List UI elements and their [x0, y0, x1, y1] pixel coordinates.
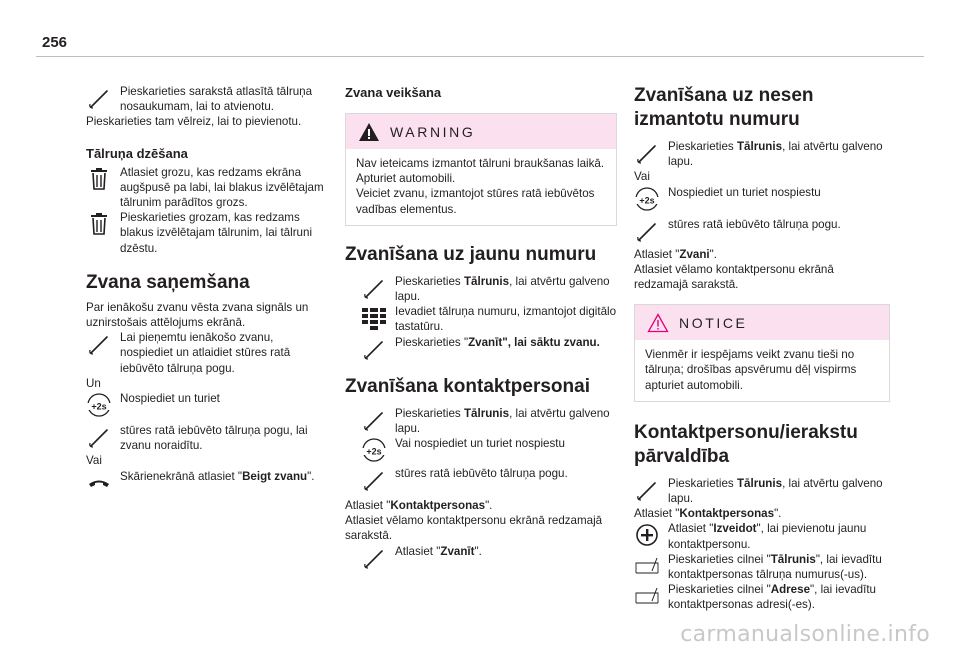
contact-heading: Zvanīšana kontaktpersonai: [345, 375, 590, 397]
step-recent-1: Pieskarieties Tālrunis, lai atvērtu galveno lapu.: [634, 139, 890, 169]
step-text: Pieskarieties sarakstā atlasītā tālruņa nosaukumam, lai to atvienotu.: [120, 85, 313, 114]
hold-2s-icon: [86, 392, 112, 418]
step-recent-2: [634, 185, 890, 215]
input-field-icon: [634, 553, 660, 579]
warning-title: WARNING: [390, 123, 476, 140]
column-1: [86, 84, 324, 484]
trash-icon: [86, 211, 112, 237]
or-label: Un: [86, 376, 101, 390]
step-delete-1: [86, 165, 324, 211]
touch-icon: [361, 407, 387, 433]
step-reconnect: Pieskarieties tam vēlreiz, lai to pievienotu.: [86, 115, 302, 129]
or-label: Vai: [634, 170, 650, 184]
notice-header: [635, 305, 889, 340]
column-3: [634, 84, 890, 613]
step-receive-4: Skārienekrānā atlasiet "Beigt zvanu".: [86, 469, 324, 484]
trash-icon: [86, 166, 112, 192]
step-manage-4: Pieskarieties cilnei "Tālrunis", lai ievadītu kontaktpersonas tālruņa numurus(-us).: [634, 552, 890, 582]
manage-select: Atlasiet "Kontaktpersonas".: [634, 507, 782, 521]
warning-body: Nav ieteicams izmantot tālruni braukšanas laikā. Apturiet automobili. Veiciet zvanu, izmantojot stūres ratā iebūvētos vadības elementus.: [356, 157, 605, 216]
step-text: stūres ratā iebūvēto tālruņa pogu.: [395, 467, 568, 481]
step-new-2: [345, 304, 617, 334]
step-text: Vai nospiediet un turiet nospiestu: [395, 437, 565, 451]
warning-header: [346, 114, 616, 149]
step-text: stūres ratā iebūvēto tālruņa pogu, lai zvanu noraidītu.: [120, 424, 308, 453]
step-contact-2: [345, 436, 617, 466]
touch-icon: [86, 85, 112, 111]
step-new-3: Pieskarieties "Zvanīt", lai sāktu zvanu.: [345, 335, 617, 365]
contact-choose: Atlasiet vēlamo kontaktpersonu ekrānā redzamajā sarakstā.: [345, 514, 603, 543]
touch-icon: [361, 275, 387, 301]
touch-icon: [86, 424, 112, 450]
header-rule: [36, 56, 924, 57]
warning-box: [345, 113, 617, 226]
step-contact-3: [345, 466, 617, 496]
step-text: Nospiediet un turiet nospiestu: [668, 185, 821, 199]
hold-2s-icon: [361, 437, 387, 463]
step-receive-1: [86, 330, 324, 376]
touch-icon: [361, 336, 387, 362]
new-number-heading: Zvanīšana uz jaunu numuru: [345, 243, 597, 265]
notice-box: [634, 304, 890, 402]
add-contact-icon: [634, 522, 660, 548]
step-manage-3: Atlasiet "Izveidot", lai pievienotu jaunu kontaktpersonu.: [634, 521, 890, 551]
step-text: stūres ratā iebūvēto tālruņa pogu.: [668, 217, 841, 231]
step-text: Ievadiet tālruņa numuru, izmantojot digitālo tastatūru.: [395, 305, 617, 334]
keypad-icon: [361, 305, 387, 331]
recent-heading: Zvanīšana uz nesen izmantotu numuru: [634, 85, 814, 130]
step-receive-2: [86, 391, 324, 421]
touch-icon: [86, 331, 112, 357]
step-contact-1: Pieskarieties Tālrunis, lai atvērtu galveno lapu.: [345, 406, 617, 436]
touch-icon: [361, 545, 387, 571]
step-text: Atlasiet grozu, kas redzams ekrāna augšpusē pa labi, lai blakus izvēlētajam tālrunim parādītos grozs.: [120, 165, 324, 210]
recent-select: Atlasiet "Zvani".: [634, 247, 717, 261]
step-disconnect: [86, 84, 324, 114]
receive-intro: Par ienākošu zvanu vēsta zvana signāls un uznirstošais attēlojums ekrānā.: [86, 300, 309, 330]
hang-up-icon: [86, 470, 112, 496]
delete-heading: Tālruņa dzēšana: [86, 145, 188, 161]
or-label: Vai: [86, 454, 102, 468]
warning-icon: [358, 122, 380, 142]
step-contact-6: Atlasiet "Zvanīt".: [345, 544, 617, 559]
step-delete-2: [86, 210, 324, 256]
step-manage-5: Pieskarieties cilnei "Adrese", lai ievadītu kontaktpersonas adresi(-es).: [634, 582, 890, 612]
touch-icon: [634, 140, 660, 166]
step-manage-1: Pieskarieties Tālrunis, lai atvērtu galveno lapu.: [634, 476, 890, 506]
manage-heading: Kontaktpersonu/ierakstu pārvaldība: [634, 421, 858, 467]
touch-icon: [634, 477, 660, 503]
contact-select: Atlasiet "Kontaktpersonas".: [345, 499, 493, 513]
notice-title: NOTICE: [679, 314, 748, 331]
step-receive-3: [86, 423, 324, 453]
step-text: Pieskarieties grozam, kas redzams blakus izvēlētajam tālrunim, lai tālruni dzēstu.: [120, 211, 313, 255]
notice-body: Vienmēr ir iespējams veikt zvanu tieši no tālruņa; drošības apsvērumu dēļ vispirms apturiet automobili.: [645, 348, 857, 392]
touch-icon: [634, 218, 660, 244]
step-text: Nospiediet un turiet: [120, 392, 220, 406]
input-field-icon: [634, 583, 660, 609]
step-recent-3: [634, 217, 890, 247]
hold-2s-icon: [634, 186, 660, 212]
recent-choose: Atlasiet vēlamo kontaktpersonu ekrānā redzamajā sarakstā.: [634, 262, 834, 292]
notice-icon: [647, 313, 669, 333]
touch-icon: [361, 467, 387, 493]
watermark: carmanualsonline.info: [680, 622, 930, 647]
receive-heading: Zvana saņemšana: [86, 271, 250, 293]
step-text: Lai pieņemtu ienākošo zvanu, nospiediet un atlaidiet stūres ratā iebūvēto tālruņa pogu.: [120, 331, 291, 375]
column-2: [345, 84, 617, 559]
page-number: 256: [42, 34, 68, 51]
make-call-heading: Zvana veikšana: [345, 85, 442, 100]
step-new-1: Pieskarieties Tālrunis, lai atvērtu galveno lapu.: [345, 274, 617, 304]
